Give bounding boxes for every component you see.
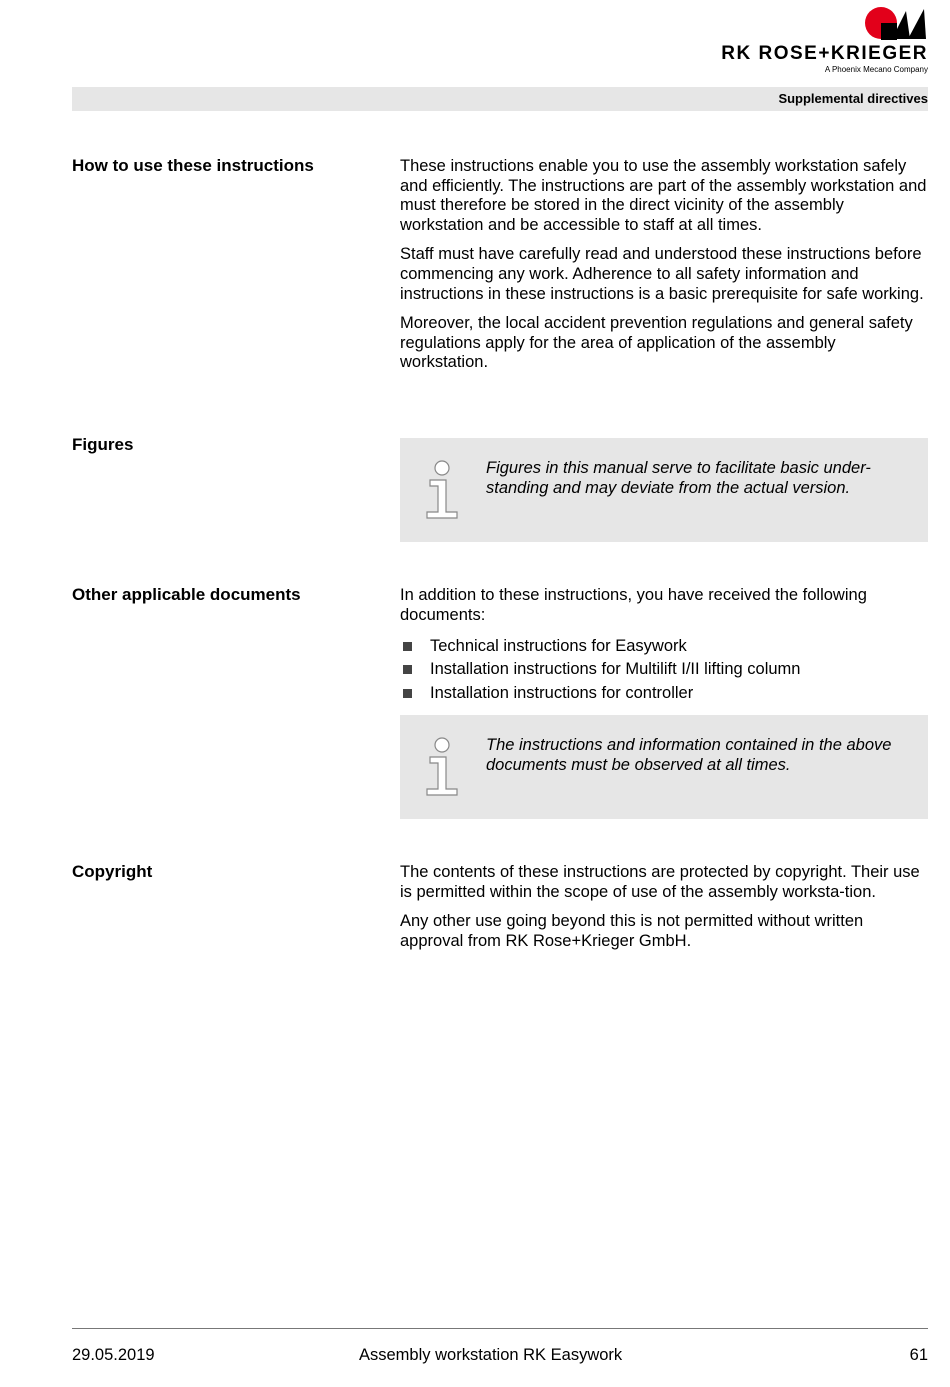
how-to-use-body [400, 157, 928, 383]
list-item [400, 635, 928, 658]
note-text: The instructions and information contained in the above documents must be observed at all times. [486, 736, 892, 774]
heading-copyright: Copyright [72, 862, 153, 881]
brand-subtitle: A Phoenix Mecano Company [824, 65, 928, 74]
paragraph: Moreover, the local accident prevention regulations and general safety regulations apply for the area of application of the assembly workstation. [400, 314, 913, 372]
brand-name: RK ROSE+KRIEGER [721, 43, 928, 64]
list-item-text: Technical instructions for Easywork [430, 637, 687, 656]
paragraph: In addition to these instructions, you have received the following documents: [400, 586, 867, 624]
section-title: Supplemental directives [778, 91, 928, 106]
heading-how-to-use: How to use these instructions [72, 156, 314, 175]
heading-other-documents: Other applicable documents [72, 585, 301, 604]
info-note-documents [400, 715, 928, 819]
paragraph: Any other use going beyond this is not permitted without written approval from RK Rose+Krieger GmbH. [400, 912, 864, 950]
paragraph: Staff must have carefully read and understood these instructions before commencing any work. Adherence to all safety information and instructions in these instructions is a basic prerequisite for safe working. [400, 245, 924, 303]
header-band [72, 87, 928, 111]
footer-date: 29.05.2019 [72, 1346, 155, 1364]
bullet-square-icon [403, 689, 412, 698]
info-icon [424, 458, 460, 520]
bullet-square-icon [403, 642, 412, 651]
footer-page-number: 61 [909, 1346, 928, 1364]
paragraph: The contents of these instructions are protected by copyright. Their use is permitted within the scope of use of the assembly worksta-tion. [400, 863, 920, 901]
heading-figures: Figures [72, 435, 134, 454]
bullet-square-icon [403, 665, 412, 674]
list-item-text: Installation instructions for Multilift I/II lifting column [430, 660, 801, 679]
company-logo [721, 6, 928, 74]
paragraph: These instructions enable you to use the assembly workstation safely and efficiently. The instructions are part of the assembly workstation and must therefore be stored in the direct vicinity of the assembly workstation and be accessible to staff at all times. [400, 157, 927, 234]
rk-logo-mark [864, 6, 928, 40]
footer-doc-title: Assembly workstation RK Easywork [359, 1346, 623, 1364]
list-item-text: Installation instructions for controller [430, 683, 694, 702]
footer-divider [72, 1328, 928, 1329]
copyright-body [400, 863, 928, 961]
documents-list [400, 635, 928, 705]
other-documents-body [400, 586, 928, 705]
note-text: Figures in this manual serve to facilitate basic under-standing and may deviate from the actual version. [486, 459, 871, 497]
list-item [400, 682, 928, 705]
info-note-figures [400, 438, 928, 542]
list-item [400, 658, 928, 681]
info-icon [424, 735, 460, 797]
